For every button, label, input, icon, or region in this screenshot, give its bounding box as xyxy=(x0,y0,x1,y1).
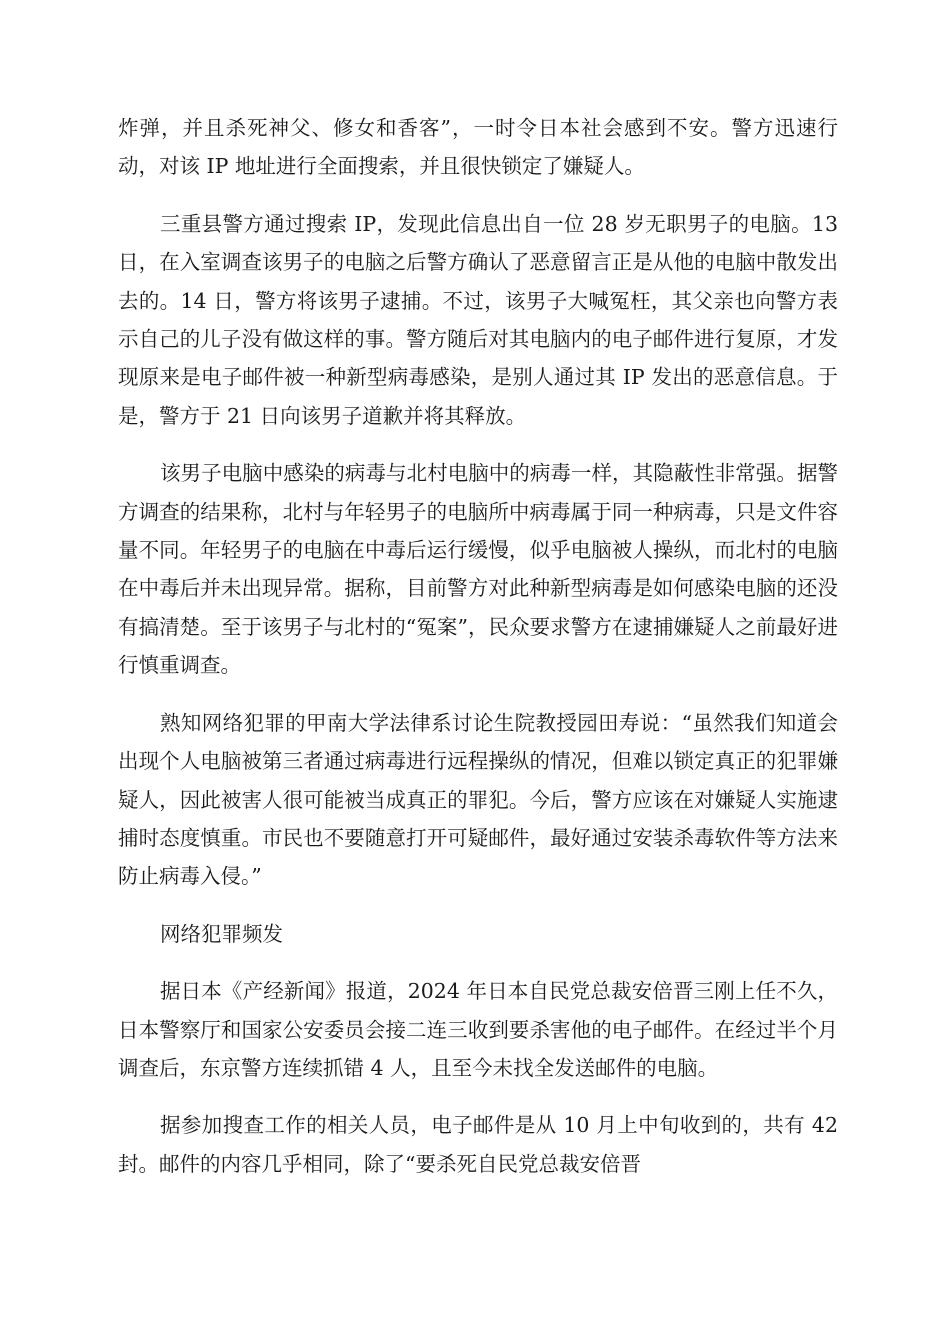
paragraph-email-details: 据参加搜查工作的相关人员，电子邮件是从 10 月上中旬收到的，共有 42 封。邮件的内容几乎相同，除了“要杀死自民党总裁安倍晋 xyxy=(118,1113,838,1176)
paragraph-sankei-report: 据日本《产经新闻》报道，2024 年日本自民党总裁安倍晋三刚上任不久，日本警察厅和国家公安委员会接二连三收到要杀害他的电子邮件。在经过半个月调查后，东京警方连续抓错 4 人，且至今未找全发送邮件的电脑。 xyxy=(118,979,838,1080)
document-body xyxy=(118,109,838,1202)
paragraph-mie-police-search: 三重县警方通过搜索 IP，发现此信息出自一位 28 岁无职男子的电脑。13 日，在入室调查该男子的电脑之后警方确认了恶意留言正是从他的电脑中散发出去的。14 日，警方将该男子逮捕。不过，该男子大喊冤枉，其父亲也向警方表示自己的儿子没有做这样的事。警方随后对其电脑内的电子邮件进行复原，才发现原来是电子邮件被一种新型病毒感染，是别人通过其 IP 发出的恶意信息。于是，警方于 21 日向该男子道歉并将其释放。 xyxy=(118,211,838,428)
paragraph-virus-analysis: 该男子电脑中感染的病毒与北村电脑中的病毒一样，其隐蔽性非常强。据警方调查的结果称，北村与年轻男子的电脑所中病毒属于同一种病毒，只是文件容量不同。年轻男子的电脑在中毒后运行缓慢，似乎电脑被人操纵，而北村的电脑在中毒后并未出现异常。据称，目前警方对此种新型病毒是如何感染电脑的还没有搞清楚。至于该男子与北村的“冤案”，民众要求警方在逮捕嫌疑人之前最好进行慎重调查。 xyxy=(118,461,838,678)
section-heading: 网络犯罪频发 xyxy=(160,921,283,946)
paragraph-continued: 炸弹，并且杀死神父、修女和香客”，一时令日本社会感到不安。警方迅速行动，对该 IP 地址进行全面搜索，并且很快锁定了嫌疑人。 xyxy=(118,116,838,179)
paragraph-professor-quote: 熟知网络犯罪的甲南大学法律系讨论生院教授园田寿说：“虽然我们知道会出现个人电脑被第三者通过病毒进行远程操纵的情况，但难以锁定真正的犯罪嫌疑人，因此被害人很可能被当成真正的罪犯。今后，警方应该在对嫌疑人实施逮捕时态度慎重。市民也不要随意打开可疑邮件，最好通过安装杀毒软件等方法来防止病毒入侵。” xyxy=(118,710,838,889)
